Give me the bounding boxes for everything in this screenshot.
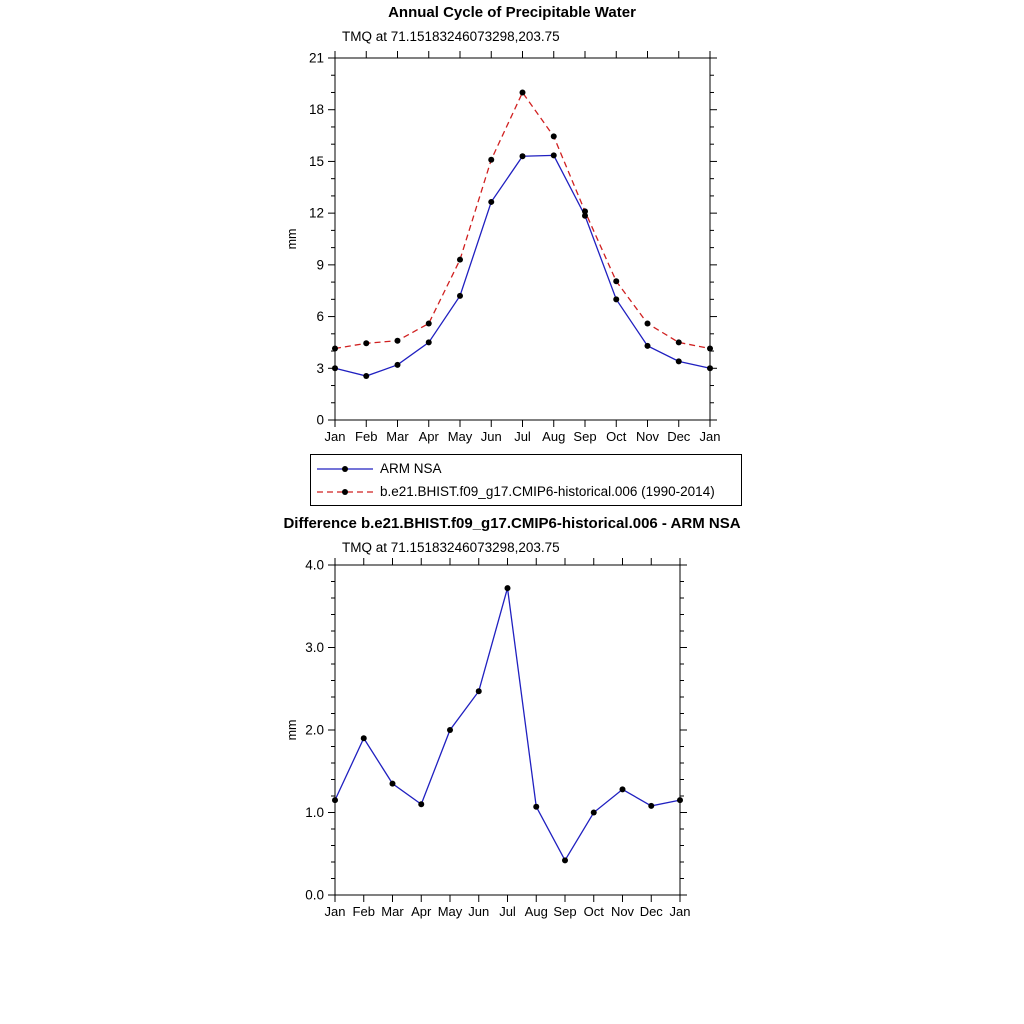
svg-text:15: 15	[308, 153, 324, 169]
svg-text:May: May	[437, 904, 463, 919]
svg-text:Mar: Mar	[381, 904, 404, 919]
svg-text:Aug: Aug	[524, 904, 548, 919]
svg-text:mm: mm	[285, 719, 299, 741]
svg-text:May: May	[447, 429, 473, 444]
top-chart-subtitle: TMQ at 71.15183246073298,203.75	[342, 29, 560, 44]
annual-cycle-chart	[270, 44, 750, 454]
legend	[310, 454, 742, 506]
svg-text:9: 9	[316, 257, 324, 273]
legend-marker-dot	[342, 466, 348, 472]
legend-key-solid-blue	[315, 463, 375, 475]
svg-text:Nov: Nov	[610, 904, 635, 919]
svg-text:21: 21	[308, 50, 324, 66]
difference-chart-subtitle: TMQ at 71.15183246073298,203.75	[342, 540, 560, 555]
svg-text:Oct: Oct	[606, 429, 627, 444]
svg-text:Jan: Jan	[669, 904, 691, 919]
svg-text:6: 6	[316, 309, 324, 325]
svg-text:2.0: 2.0	[305, 722, 324, 738]
svg-text:Dec: Dec	[639, 904, 663, 919]
svg-text:Jul: Jul	[514, 429, 531, 444]
svg-text:3: 3	[316, 360, 324, 376]
svg-text:18: 18	[308, 102, 324, 118]
svg-text:Apr: Apr	[418, 429, 439, 444]
svg-text:Jun: Jun	[468, 904, 490, 919]
svg-text:Oct: Oct	[583, 904, 604, 919]
svg-text:Aug: Aug	[542, 429, 566, 444]
svg-text:Jan: Jan	[699, 429, 721, 444]
legend-item-model	[315, 484, 737, 499]
svg-text:0.0: 0.0	[305, 887, 324, 903]
difference-chart	[270, 556, 720, 931]
svg-text:0: 0	[316, 412, 324, 428]
top-chart-title: Annual Cycle of Precipitable Water	[388, 4, 636, 21]
svg-text:Sep: Sep	[573, 429, 597, 444]
svg-text:Apr: Apr	[411, 904, 432, 919]
svg-text:Jan: Jan	[324, 904, 346, 919]
legend-item-arm-nsa	[315, 461, 737, 476]
svg-text:4.0: 4.0	[305, 557, 324, 573]
svg-text:1.0: 1.0	[305, 805, 324, 820]
svg-text:Feb: Feb	[355, 429, 378, 444]
svg-text:3.0: 3.0	[305, 640, 324, 655]
svg-text:12: 12	[308, 205, 324, 221]
legend-key-dashed-red	[315, 486, 375, 498]
svg-text:Jan: Jan	[324, 429, 346, 444]
svg-text:Sep: Sep	[553, 904, 577, 919]
difference-chart-title: Difference b.e21.BHIST.f09_g17.CMIP6-historical.006 - ARM NSA	[283, 515, 741, 532]
svg-text:Nov: Nov	[635, 429, 660, 444]
legend-marker-dot	[342, 489, 348, 495]
svg-text:Feb: Feb	[352, 904, 375, 919]
svg-text:mm: mm	[285, 228, 299, 250]
svg-text:Dec: Dec	[667, 429, 691, 444]
svg-text:Jul: Jul	[499, 904, 516, 919]
legend-label-model: b.e21.BHIST.f09_g17.CMIP6-historical.006 (1990-2014)	[380, 484, 715, 499]
svg-text:Jun: Jun	[480, 429, 502, 444]
svg-text:Mar: Mar	[386, 429, 409, 444]
legend-label-arm-nsa: ARM NSA	[380, 461, 442, 476]
